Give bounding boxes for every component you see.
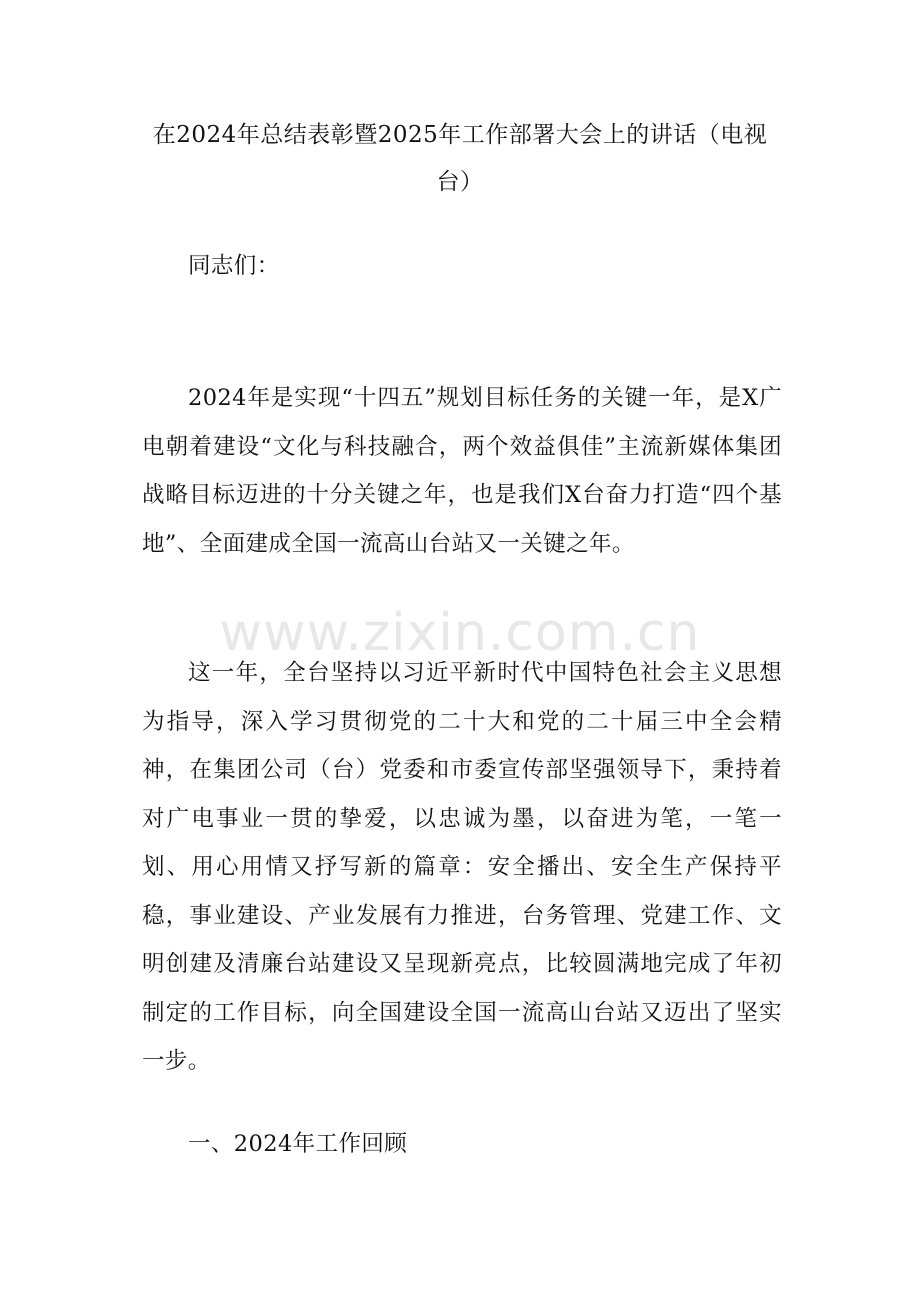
- watermark: www.zixin.com.cn: [219, 603, 701, 663]
- paragraph-1: 2024年是实现“十四五”规划目标任务的关键一年，是X广电朝着建设“文化与科技融合，两个效益俱佳”主流新媒体集团战略目标迈进的十分关键之年，也是我们X台奋力打造“四个基地”、全面建成全国一流高山台站又一关键之年。: [142, 385, 782, 557]
- document-title: 在2024年总结表彰暨2025年工作部署大会上的讲话（电视台）: [152, 122, 768, 195]
- paragraph-2: 这一年，全台坚持以习近平新时代中国特色社会主义思想为指导，深入学习贯彻党的二十大和党的二十届三中全会精神，在集团公司（台）党委和市委宣传部坚强领导下，秉持着对广电事业一贯的挚爱，以忠诚为墨，以奋进为笔，一笔一划、用心用情又抒写新的篇章：安全播出、安全生产保持平稳，事业建设、产业发展有力推进，台务管理、党建工作、文明创建及清廉台站建设又呈现新亮点，比较圆满地完成了年初制定的工作目标，向全国建设全国一流高山台站又迈出了坚实一步。: [142, 660, 782, 1074]
- section-heading: 一、2024年工作回顾: [188, 1131, 408, 1157]
- greeting: 同志们：: [188, 253, 280, 279]
